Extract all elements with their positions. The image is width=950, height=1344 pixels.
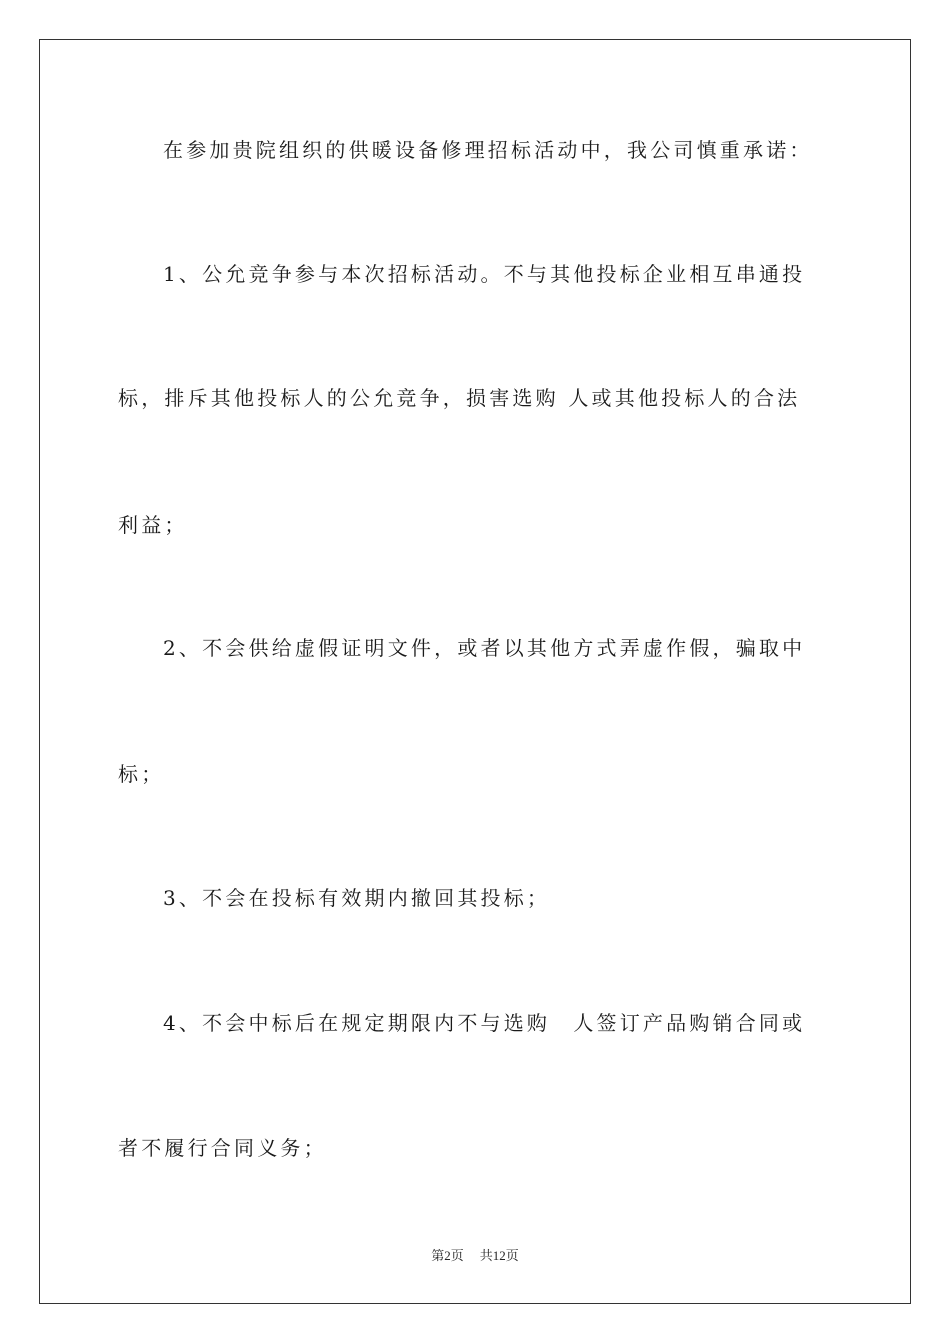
page-total: 共12页 xyxy=(479,1248,519,1263)
body-line-item-1: 1、公允竞争参与本次招标活动。不与其他投标企业相互串通投 xyxy=(163,262,806,286)
body-line-intro: 在参加贵院组织的供暖设备修理招标活动中，我公司慎重承诺： xyxy=(163,138,813,162)
body-line-item-1-cont: 标，排斥其他投标人的公允竞争，损害选购 人或其他投标人的合法 xyxy=(118,386,801,410)
body-line-item-2-end: 标； xyxy=(118,762,165,786)
body-line-item-3: 3、不会在投标有效期内撤回其投标； xyxy=(163,886,551,910)
body-line-item-4: 4、不会中标后在规定期限内不与选购 人签订产品购销合同或 xyxy=(163,1011,806,1035)
page-footer xyxy=(0,1248,950,1264)
body-line-item-1-end: 利益； xyxy=(118,513,188,537)
body-line-item-2: 2、不会供给虚假证明文件，或者以其他方式弄虚作假，骗取中 xyxy=(163,636,806,660)
body-line-item-4-end: 者不履行合同义务； xyxy=(118,1136,327,1160)
page-border xyxy=(39,39,911,1304)
page-number: 第2页 xyxy=(431,1248,464,1263)
